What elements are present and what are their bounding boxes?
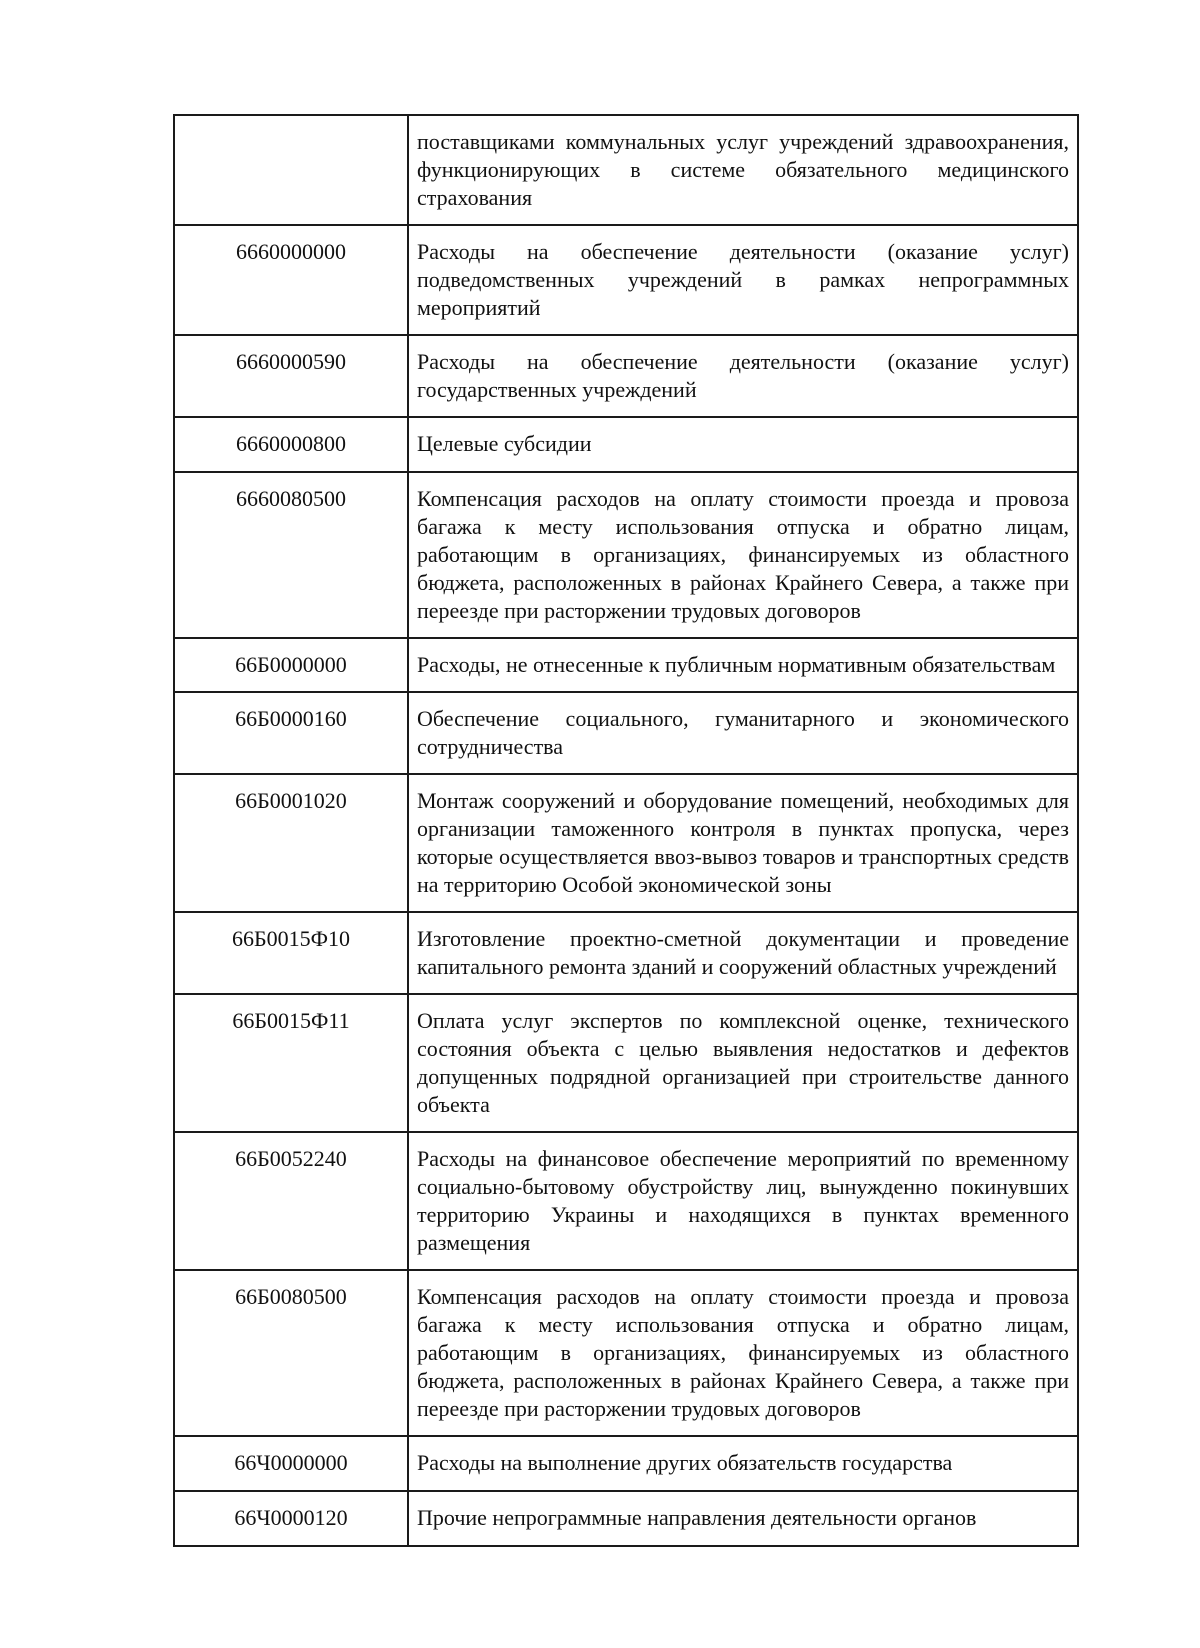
budget-classification-table — [173, 114, 1079, 1547]
description-cell: Компенсация расходов на оплату стоимости проезда и провоза багажа к месту использования отпуска и обратно лицам, работающим в организациях, финансируемых из областного бюджета, расположенных в районах Крайнего Севера, а также при переезде при расторжении трудовых договоров — [408, 1270, 1078, 1436]
table-row — [174, 774, 1078, 912]
description-cell: Расходы на финансовое обеспечение мероприятий по временному социально-бытовому обустройству лиц, вынужденно покинувших территорию Украины и находящихся в пунктах временного размещения — [408, 1132, 1078, 1270]
description-cell: Обеспечение социального, гуманитарного и экономического сотрудничества — [408, 692, 1078, 774]
code-cell — [174, 115, 408, 225]
table-row — [174, 1436, 1078, 1491]
table-row — [174, 994, 1078, 1132]
table-row — [174, 472, 1078, 638]
description-cell: Расходы на обеспечение деятельности (оказание услуг) подведомственных учреждений в рамках непрограммных мероприятий — [408, 225, 1078, 335]
description-cell: Оплата услуг экспертов по комплексной оценке, технического состояния объекта с целью выявления недостатков и дефектов допущенных подрядной организацией при строительстве данного объекта — [408, 994, 1078, 1132]
code-cell: 66Б0000000 — [174, 638, 408, 692]
description-cell: Монтаж сооружений и оборудование помещений, необходимых для организации таможенного контроля в пунктах пропуска, через которые осуществляется ввоз-вывоз товаров и транспортных средств на территорию Особой экономической зоны — [408, 774, 1078, 912]
code-cell: 6660000590 — [174, 335, 408, 417]
table-row — [174, 912, 1078, 994]
code-cell: 66Б0000160 — [174, 692, 408, 774]
description-cell: Изготовление проектно-сметной документации и проведение капитального ремонта зданий и сооружений областных учреждений — [408, 912, 1078, 994]
table-row — [174, 638, 1078, 692]
code-cell: 66Б0052240 — [174, 1132, 408, 1270]
code-cell: 66Ч0000000 — [174, 1436, 408, 1491]
description-cell: Целевые субсидии — [408, 417, 1078, 472]
table-row — [174, 1132, 1078, 1270]
code-cell: 66Б0015Ф10 — [174, 912, 408, 994]
description-cell: поставщиками коммунальных услуг учреждений здравоохранения, функционирующих в системе обязательного медицинского страхования — [408, 115, 1078, 225]
description-cell: Прочие непрограммные направления деятельности органов — [408, 1491, 1078, 1546]
table-row — [174, 1270, 1078, 1436]
table-row — [174, 1491, 1078, 1546]
code-cell: 6660000800 — [174, 417, 408, 472]
description-cell: Расходы на выполнение других обязательств государства — [408, 1436, 1078, 1491]
table-row — [174, 417, 1078, 472]
code-cell: 6660000000 — [174, 225, 408, 335]
table-row — [174, 335, 1078, 417]
description-cell: Расходы на обеспечение деятельности (оказание услуг) государственных учреждений — [408, 335, 1078, 417]
code-cell: 66Ч0000120 — [174, 1491, 408, 1546]
code-cell: 66Б0001020 — [174, 774, 408, 912]
description-cell: Расходы, не отнесенные к публичным нормативным обязательствам — [408, 638, 1078, 692]
code-cell: 66Б0015Ф11 — [174, 994, 408, 1132]
table-row — [174, 692, 1078, 774]
code-cell: 6660080500 — [174, 472, 408, 638]
table-row — [174, 225, 1078, 335]
description-cell: Компенсация расходов на оплату стоимости проезда и провоза багажа к месту использования отпуска и обратно лицам, работающим в организациях, финансируемых из областного бюджета, расположенных в районах Крайнего Севера, а также при переезде при расторжении трудовых договоров — [408, 472, 1078, 638]
table-row — [174, 115, 1078, 225]
code-cell: 66Б0080500 — [174, 1270, 408, 1436]
